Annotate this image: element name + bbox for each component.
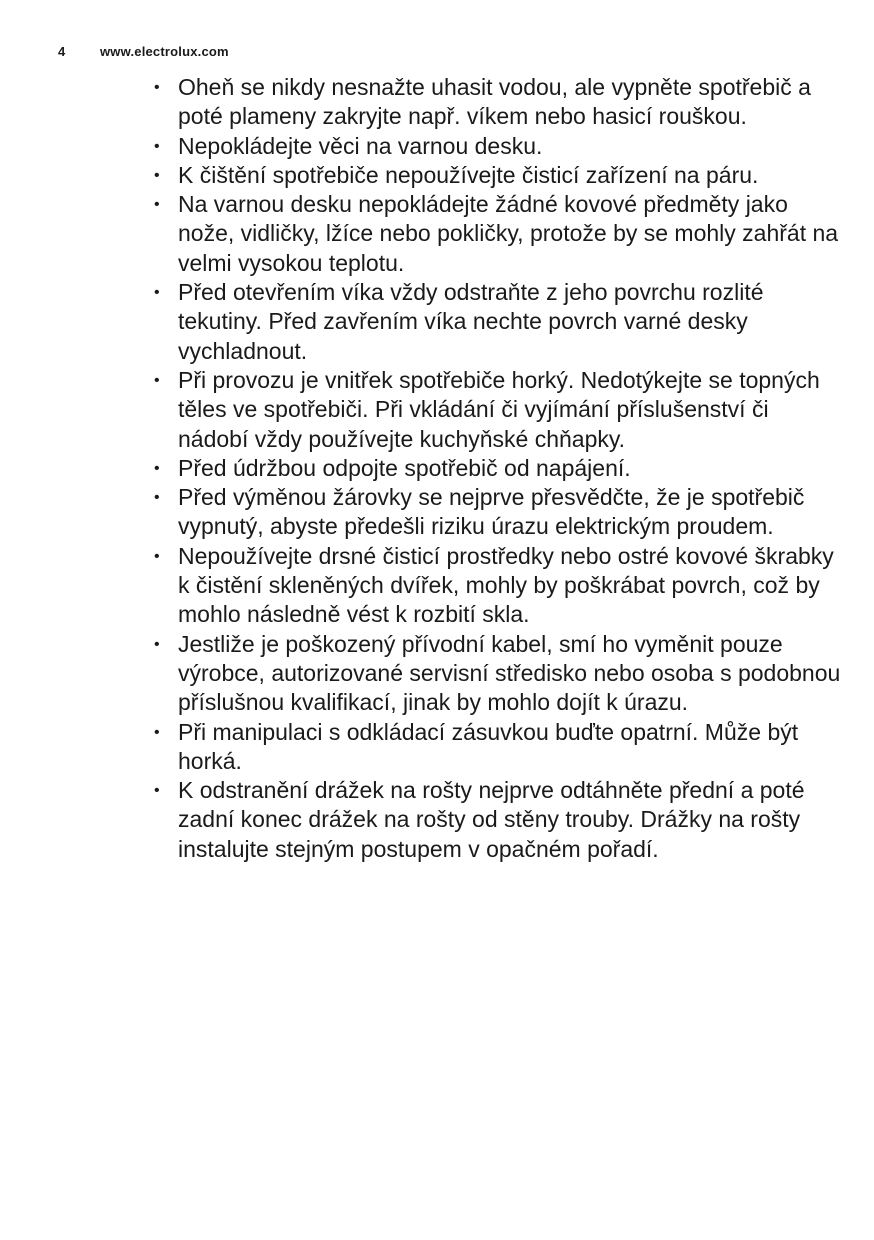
bullet-text: Na varnou desku nepokládejte žádné kovové předměty jako nože, vidličky, lžíce nebo pokličky, protože by se mohly zahřát na velmi vysokou teplotu. <box>178 191 839 276</box>
bullet-icon: • <box>154 635 160 653</box>
bullet-icon: • <box>154 371 160 389</box>
list-item <box>152 718 842 777</box>
bullet-text: Jestliže je poškozený přívodní kabel, smí ho vyměnit pouze výrobce, autorizované servisní středisko nebo osoba s podobnou příslušnou kvalifikací, jinak by mohlo dojít k úrazu. <box>178 630 841 716</box>
list-item <box>152 542 842 630</box>
list-item <box>152 630 842 718</box>
bullet-text: Oheň se nikdy nesnažte uhasit vodou, ale vypněte spotřebič a poté plameny zakryjte např. víkem nebo hasicí rouškou. <box>178 74 811 130</box>
bullet-text: Před výměnou žárovky se nejprve přesvědčte, že je spotřebič vypnutý, abyste předešli riziku úrazu elektrickým proudem. <box>178 484 805 540</box>
list-item <box>152 190 842 278</box>
bullet-icon: • <box>154 196 160 214</box>
bullet-text: Při manipulaci s odkládací zásuvkou buďte opatrní. Může být horká. <box>178 718 799 774</box>
bullet-icon: • <box>154 166 160 184</box>
bullet-text: Nepoužívejte drsné čisticí prostředky nebo ostré kovové škrabky k čistění skleněných dvířek, mohly by poškrábat povrch, což by mohlo následně vést k rozbití skla. <box>178 542 834 628</box>
bullet-icon: • <box>154 459 160 477</box>
page-header <box>58 44 229 59</box>
bullet-icon: • <box>154 137 160 155</box>
bullet-icon: • <box>154 489 160 507</box>
bullet-icon: • <box>154 547 160 565</box>
page-number: 4 <box>58 44 66 59</box>
bullet-icon: • <box>154 284 160 302</box>
list-item <box>152 366 842 454</box>
bullet-text: K čištění spotřebiče nepoužívejte čisticí zařízení na páru. <box>178 161 759 188</box>
bullet-text: K odstranění drážek na rošty nejprve odtáhněte přední a poté zadní konec drážek na rošty od stěny trouby. Drážky na rošty instalujte stejným postupem v opačném pořadí. <box>178 777 805 862</box>
list-item <box>152 161 842 190</box>
bullet-icon: • <box>154 79 160 96</box>
bullet-text: Před otevřením víka vždy odstraňte z jeho povrchu rozlité tekutiny. Před zavřením víka nechte povrch varné desky vychladnout. <box>178 279 764 364</box>
bullet-text: Před údržbou odpojte spotřebič od napájení. <box>178 454 631 481</box>
bullet-icon: • <box>154 782 160 800</box>
list-item <box>152 132 842 161</box>
bullet-text: Při provozu je vnitřek spotřebiče horký. Nedotýkejte se topných těles ve spotřebiči. Při vkládání či vyjímání příslušenství či nádobí vždy používejte kuchyňské chňapky. <box>178 366 820 452</box>
safety-bullet-list <box>152 73 842 864</box>
list-item <box>152 454 842 483</box>
bullet-icon: • <box>154 723 160 741</box>
list-item <box>152 483 842 542</box>
website-link[interactable]: www.electrolux.com <box>100 44 229 59</box>
list-item <box>152 776 842 864</box>
list-item <box>152 73 842 132</box>
list-item <box>152 278 842 366</box>
bullet-text: Nepokládejte věci na varnou desku. <box>178 132 543 159</box>
